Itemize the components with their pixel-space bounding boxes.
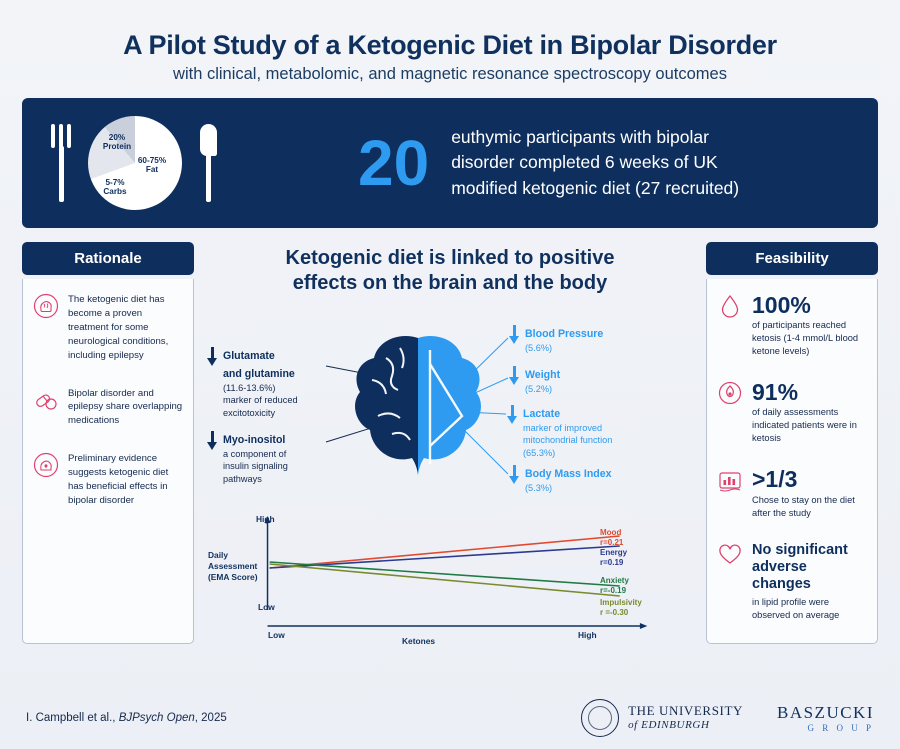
pie-slice-carbs: 5-7% Carbs — [103, 178, 127, 197]
list-item — [717, 542, 867, 622]
feasibility-column — [706, 242, 878, 652]
stat-value: >1/3 — [752, 466, 798, 493]
page-title: A Pilot Study of a Ketogenic Diet in Bipolar Disorder — [123, 30, 777, 60]
list-item — [33, 293, 183, 363]
pie-slice-protein: 20% Protein — [102, 133, 132, 152]
banner-graphics — [48, 98, 358, 228]
annotation-sub-2: insulin signaling — [223, 461, 288, 472]
droplet-icon — [717, 293, 743, 319]
center-heading-line-2: effects on the brain and the body — [292, 272, 608, 294]
annotation-title-2: and glutamine — [223, 368, 295, 380]
x-axis-tick-low: Low — [268, 630, 285, 640]
arrow-down-icon — [508, 325, 520, 345]
list-item — [33, 387, 183, 429]
annotation-sub-3: (65.3%) — [523, 447, 556, 458]
macronutrient-pie-chart — [88, 116, 182, 210]
annotation-sub-2: mitochondrial function — [523, 435, 613, 446]
annotation-blood-pressure — [508, 324, 603, 354]
list-item — [717, 467, 867, 519]
annotation-lactate — [506, 404, 612, 459]
stat-description: Chose to stay on the diet after the study — [752, 494, 855, 518]
stat-description: in lipid profile were observed on average — [752, 596, 840, 620]
summary-banner — [22, 98, 878, 228]
bar-chart-heart-icon — [717, 467, 743, 493]
head-brain-icon — [33, 293, 59, 319]
list-item — [717, 380, 867, 445]
brain-diagram — [206, 302, 694, 512]
y-axis-title: Daily Assessment (EMA Score) — [208, 550, 258, 582]
list-item-label: Bipolar disorder and epilepsy share overlapping medications — [68, 387, 183, 427]
knife-icon — [196, 120, 222, 206]
content-columns — [22, 242, 878, 652]
baszucki-group-logo: BASZUCKI G R O U P — [776, 703, 874, 733]
center-heading-line-1: Ketogenic diet is linked to positive — [285, 247, 615, 269]
series-label-energy: Energy r=0.19 — [600, 548, 628, 567]
citation-year: , 2025 — [194, 712, 227, 724]
heart-icon — [717, 542, 743, 568]
annotation-myo-inositol — [206, 430, 334, 485]
arrow-down-icon — [206, 431, 218, 451]
logo-group — [581, 699, 874, 737]
center-heading — [206, 246, 694, 296]
annotation-title: Blood Pressure — [525, 328, 604, 340]
annotation-title: Body Mass Index — [525, 468, 612, 480]
series-label-anxiety: Anxiety r=-0.19 — [600, 576, 629, 595]
feasibility-body — [706, 279, 878, 644]
annotation-sub-1: (5.2%) — [525, 384, 553, 394]
y-axis-tick-high: High — [256, 514, 275, 524]
annotation-weight — [508, 365, 560, 395]
list-item — [717, 293, 867, 358]
banner-line-2: disorder completed 6 weeks of UK — [451, 152, 718, 173]
annotation-sub-1: marker of improved — [523, 423, 603, 433]
series-label-impulsivity: Impulsivity r =-0.30 — [600, 598, 642, 617]
banner-description — [451, 125, 739, 201]
annotation-glutamate — [206, 346, 334, 419]
fork-icon — [48, 120, 74, 206]
pills-icon — [33, 387, 59, 413]
head-heart-icon — [33, 452, 59, 478]
stat-value: No significant adverse changes — [752, 541, 848, 593]
annotation-sub-3: pathways — [223, 473, 262, 484]
annotation-sub-1: a component of — [223, 449, 287, 459]
arrow-down-icon — [508, 366, 520, 386]
stat-value: 100% — [752, 292, 811, 318]
annotation-bmi — [508, 464, 612, 494]
series-label-mood: Mood r=0.21 — [600, 528, 624, 547]
pie-slice-fat: 60-75% Fat — [137, 156, 167, 175]
crest-icon — [581, 699, 619, 737]
annotation-title: Lactate — [523, 408, 561, 420]
annotation-sub-2: marker of reduced — [223, 395, 298, 406]
annotation-title: Myo-inositol — [223, 434, 286, 446]
rationale-body — [22, 279, 194, 644]
annotation-title: Glutamate — [223, 350, 275, 362]
feasibility-heading: Feasibility — [706, 242, 878, 275]
list-item-label: Preliminary evidence suggests ketogenic diet has beneficial effects in bipolar disorder — [68, 453, 169, 506]
annotation-sub-3: excitotoxicity — [223, 407, 276, 418]
banner-line-1: euthymic participants with bipolar — [451, 126, 709, 147]
x-axis-tick-high: High — [578, 630, 597, 640]
center-column — [206, 242, 694, 652]
banner-line-3: modified ketogenic diet (27 recruited) — [451, 177, 740, 198]
y-axis-tick-low: Low — [258, 602, 275, 612]
citation-author: I. Campbell et al., — [26, 712, 119, 724]
citation — [26, 712, 227, 724]
annotation-title: Weight — [525, 369, 561, 381]
footer — [0, 687, 900, 749]
rationale-heading: Rationale — [22, 242, 194, 275]
stat-description: of daily assessments indicated patients were in ketosis — [752, 407, 857, 444]
university-logo — [581, 699, 743, 737]
arrow-down-icon — [206, 347, 218, 367]
list-item-label: The ketogenic diet has become a proven treatment for some neurological conditions, including epilepsy — [68, 294, 169, 361]
annotation-sub-1: (5.6%) — [525, 343, 553, 353]
rationale-column — [22, 242, 194, 652]
participant-count: 20 — [358, 127, 430, 199]
stat-description: of participants reached ketosis (1-4 mmol/L blood ketone levels) — [752, 320, 859, 357]
ema-ketones-chart — [206, 514, 694, 649]
annotation-sub-1: (11.6-13.6%) — [223, 383, 276, 393]
arrow-down-icon — [508, 465, 520, 485]
citation-journal: BJPsych Open — [118, 712, 195, 724]
annotation-sub-1: (5.3%) — [525, 483, 553, 493]
list-item — [33, 452, 183, 508]
arrow-down-icon — [506, 405, 518, 425]
x-axis-title: Ketones — [402, 636, 436, 646]
university-logo-text: THE UNIVERSITY of EDINBURGH — [628, 703, 743, 732]
flame-target-icon — [717, 380, 743, 406]
brain-illustration — [334, 324, 504, 494]
page-subtitle: with clinical, metabolomic, and magnetic resonance spectroscopy outcomes — [173, 65, 727, 83]
stat-value: 91% — [752, 379, 799, 406]
